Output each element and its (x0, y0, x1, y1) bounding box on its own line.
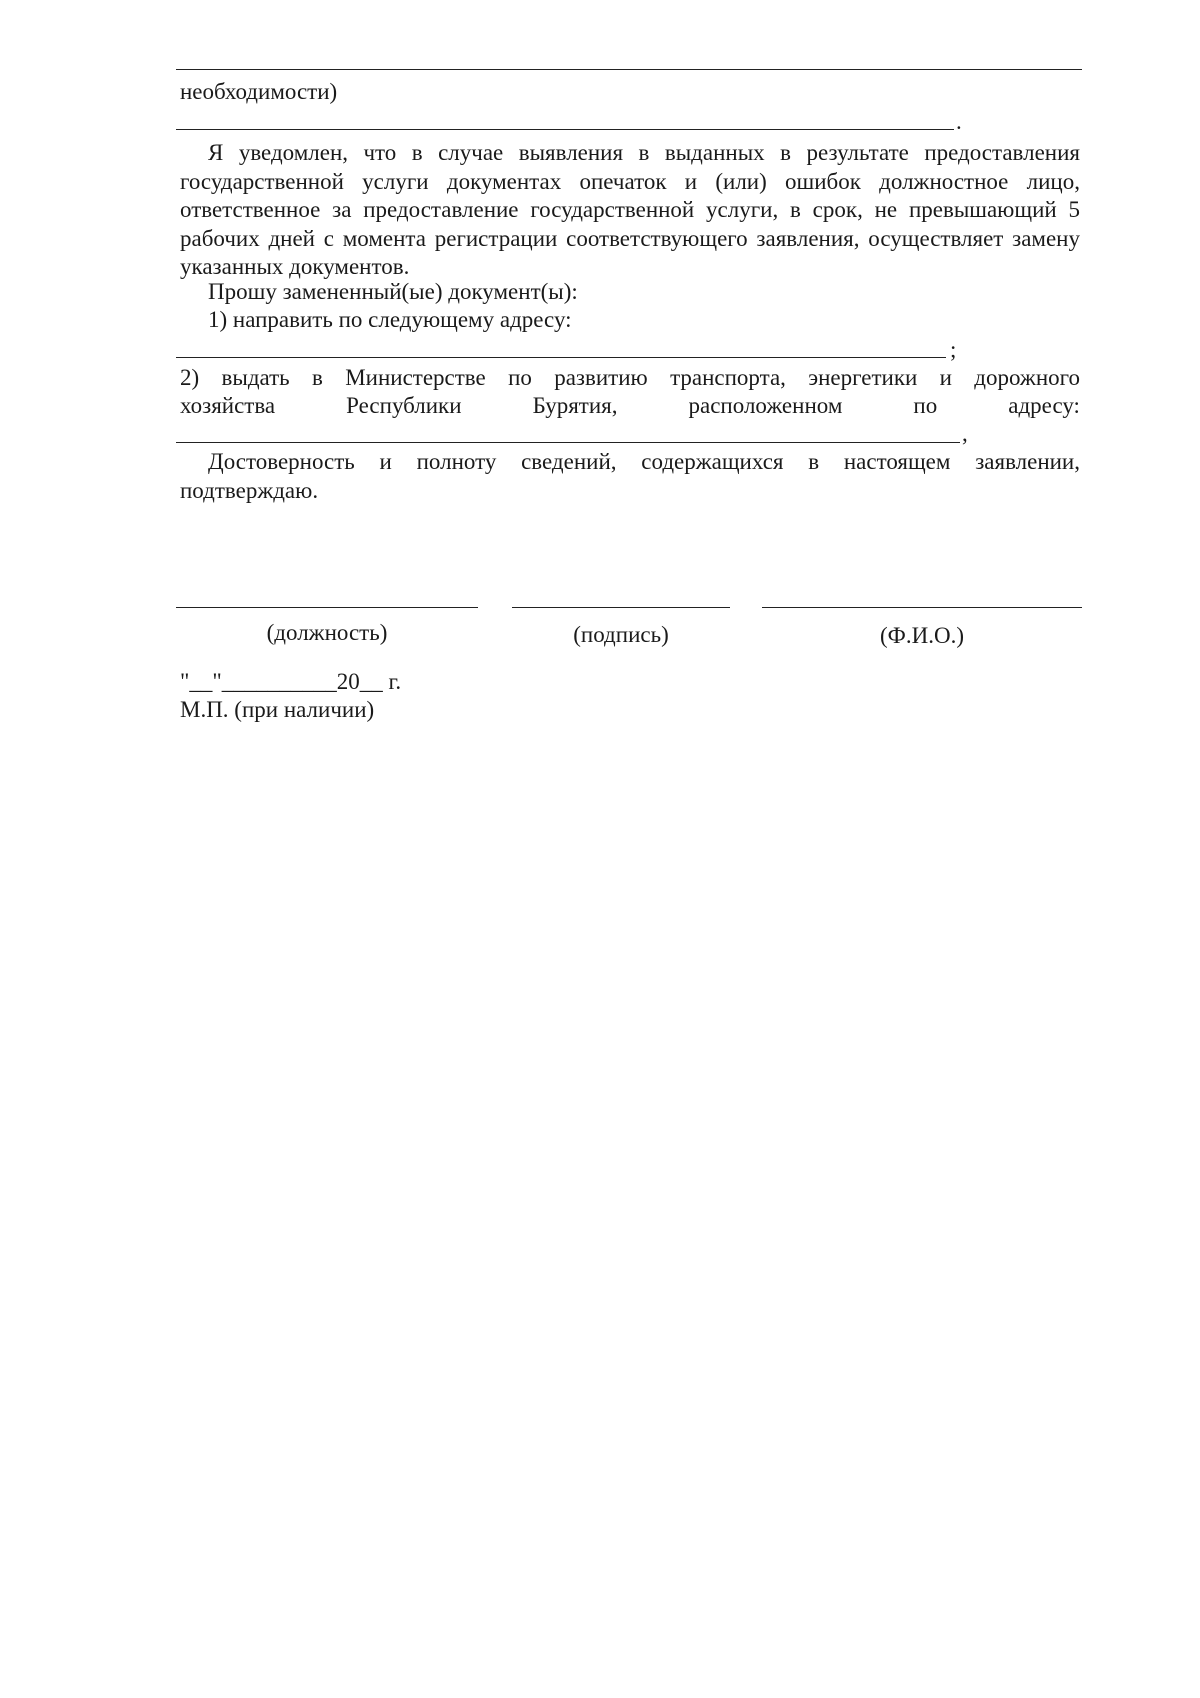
option-2-word: по (913, 393, 938, 418)
address-blank-line (176, 357, 946, 358)
option-2-word: и (939, 365, 952, 390)
option-2-word: транспорта, (670, 365, 786, 390)
option-2-line-2 (180, 392, 1080, 420)
option-2-word: Министерстве (345, 365, 486, 390)
office-address-blank-comma: , (962, 421, 968, 446)
option-2-word: Бурятия, (532, 393, 618, 418)
option-2-word: расположенном (688, 393, 843, 418)
confirmation-paragraph: Достоверность и полноту сведений, содержащихся в настоящем заявлении, подтверждаю. (180, 449, 1080, 503)
option-2-line-1 (180, 364, 1080, 392)
signature-rule (512, 607, 730, 608)
option-2-word: развитию (554, 365, 648, 390)
position-caption: (должность) (266, 620, 388, 645)
option-2-word: Республики (346, 393, 462, 418)
top-fragment-text: необходимости) (180, 79, 338, 104)
option-2-word: 2) (180, 365, 200, 390)
option-2-word: в (312, 365, 323, 390)
option-2-word: выдать (221, 365, 290, 390)
position-signature-rule (176, 607, 478, 608)
signature-caption: (подпись) (573, 622, 669, 647)
blank-line-1-period: . (956, 109, 962, 134)
option-2-word: энергетики (808, 365, 918, 390)
name-caption: (Ф.И.О.) (880, 623, 964, 648)
option-2-word: хозяйства (180, 393, 276, 418)
address-blank-semicolon: ; (950, 337, 957, 362)
option-1-text: 1) направить по следующему адресу: (208, 307, 572, 332)
option-2-word: по (508, 365, 532, 390)
seal-line: М.П. (при наличии) (180, 697, 375, 722)
blank-line-1 (176, 129, 954, 130)
date-line: "__"__________20__ г. (180, 669, 402, 694)
top-rule (176, 69, 1082, 70)
office-address-blank-line (176, 442, 960, 443)
request-line: Прошу замененный(ые) документ(ы): (208, 279, 578, 304)
notice-paragraph: Я уведомлен, что в случае выявления в выданных в результате предоставления государственной услуги документах опечаток и (или) ошибок должностное лицо, ответственное за предоставление государственной услуги, в срок, не превышающий 5 рабочих дней с момента регистрации соответствующего заявления, осуществляет замену указанных документов. (180, 140, 1080, 279)
option-2-word: адресу: (1008, 393, 1080, 418)
name-signature-rule (762, 607, 1082, 608)
option-2-word: дорожного (974, 365, 1080, 390)
